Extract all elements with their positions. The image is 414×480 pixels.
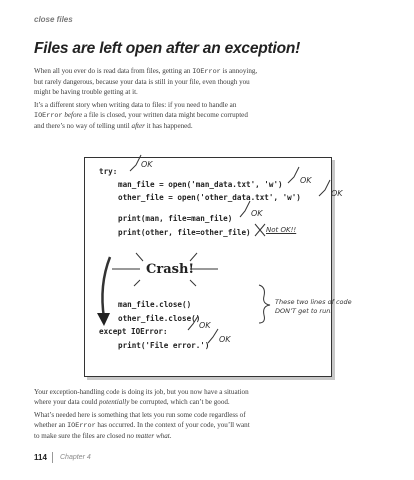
inline-code: IOError [34, 112, 63, 120]
text-run: has occurred. In the context of your code, you’ll want [95, 421, 250, 429]
check-mark [240, 201, 250, 217]
text-line: What’s needed here is something that lets you run some code regardless of [34, 411, 246, 419]
crash-line [136, 253, 143, 261]
check-mark [319, 180, 330, 196]
annotation-not-ok: Not OK!! [266, 226, 297, 234]
text-run: a file is closed, your written data might become corrupted [82, 111, 248, 119]
outro-paragraph-2 [34, 410, 359, 441]
text-line: Your exception-handling code is doing its job, but you now have a situation [34, 388, 249, 396]
chapter-label: Chapter 4 [60, 454, 91, 461]
code-except: except IOError: [99, 327, 168, 336]
flow-arrow [102, 257, 110, 318]
code-line-print-error: print('File error.') [118, 341, 210, 350]
page-heading: Files are left open after an exception! [34, 40, 301, 57]
text-run: and there’s no way of telling until [34, 122, 132, 130]
crash-line [190, 280, 196, 286]
crash-line [190, 253, 197, 261]
text-run: . [169, 432, 172, 440]
footer-divider [52, 452, 53, 463]
text-line: but rarely dangerous, because your data is still in your file, even though you [34, 78, 250, 86]
curly-brace [259, 285, 270, 323]
crash-line [134, 280, 140, 286]
text-run: When all you ever do is read data from files, getting an [34, 67, 193, 75]
annotation-ok: OK [300, 176, 312, 185]
check-mark [188, 316, 198, 330]
inline-code: IOError [67, 422, 96, 430]
emphasis: before [64, 111, 83, 119]
check-mark [130, 155, 141, 171]
crash-label: Crash! [146, 262, 195, 277]
outro-paragraph-1 [34, 387, 359, 407]
code-line-close-other: other_file.close() [118, 314, 201, 323]
code-line-print-man: print(man, file=man_file) [118, 214, 233, 223]
code-line-open-other: other_file = open('other_data.txt', 'w') [118, 193, 301, 202]
inline-code: IOError [192, 68, 221, 76]
annotation-note-line-1: These two lines of code [275, 298, 352, 306]
annotation-ok: OK [219, 335, 231, 344]
text-run: be corrupted, which can’t be good. [129, 398, 230, 406]
text-run: is annoying, [220, 67, 258, 75]
emphasis: no matter what [126, 432, 170, 440]
check-mark [208, 329, 218, 343]
page-number: 114 [34, 453, 47, 462]
section-label: close files [34, 15, 73, 24]
emphasis: potentially [99, 398, 130, 406]
text-line: might be having trouble getting at it. [34, 88, 138, 96]
check-mark [288, 167, 299, 183]
emphasis: after [131, 122, 145, 130]
annotation-ok: OK [141, 160, 153, 169]
annotation-note-line-2: DON’T get to run. [275, 307, 333, 315]
code-line-print-other: print(other, file=other_file) [118, 228, 251, 237]
annotation-ok: OK [199, 321, 211, 330]
text-run: it has happened. [144, 122, 193, 130]
flow-arrow-head [97, 313, 110, 326]
annotation-ok: OK [251, 209, 263, 218]
code-try: try: [99, 167, 118, 176]
text-run: to make sure the files are closed [34, 432, 127, 440]
annotation-ok: OK [331, 189, 343, 198]
cross-mark [255, 224, 265, 236]
code-line-close-man: man_file.close() [118, 300, 192, 309]
text-run: whether an [34, 421, 68, 429]
text-line: It’s a different story when writing data to files: if you need to handle an [34, 101, 237, 109]
text-run: where your data could [34, 398, 100, 406]
code-line-open-man: man_file = open('man_data.txt', 'w') [118, 180, 283, 189]
